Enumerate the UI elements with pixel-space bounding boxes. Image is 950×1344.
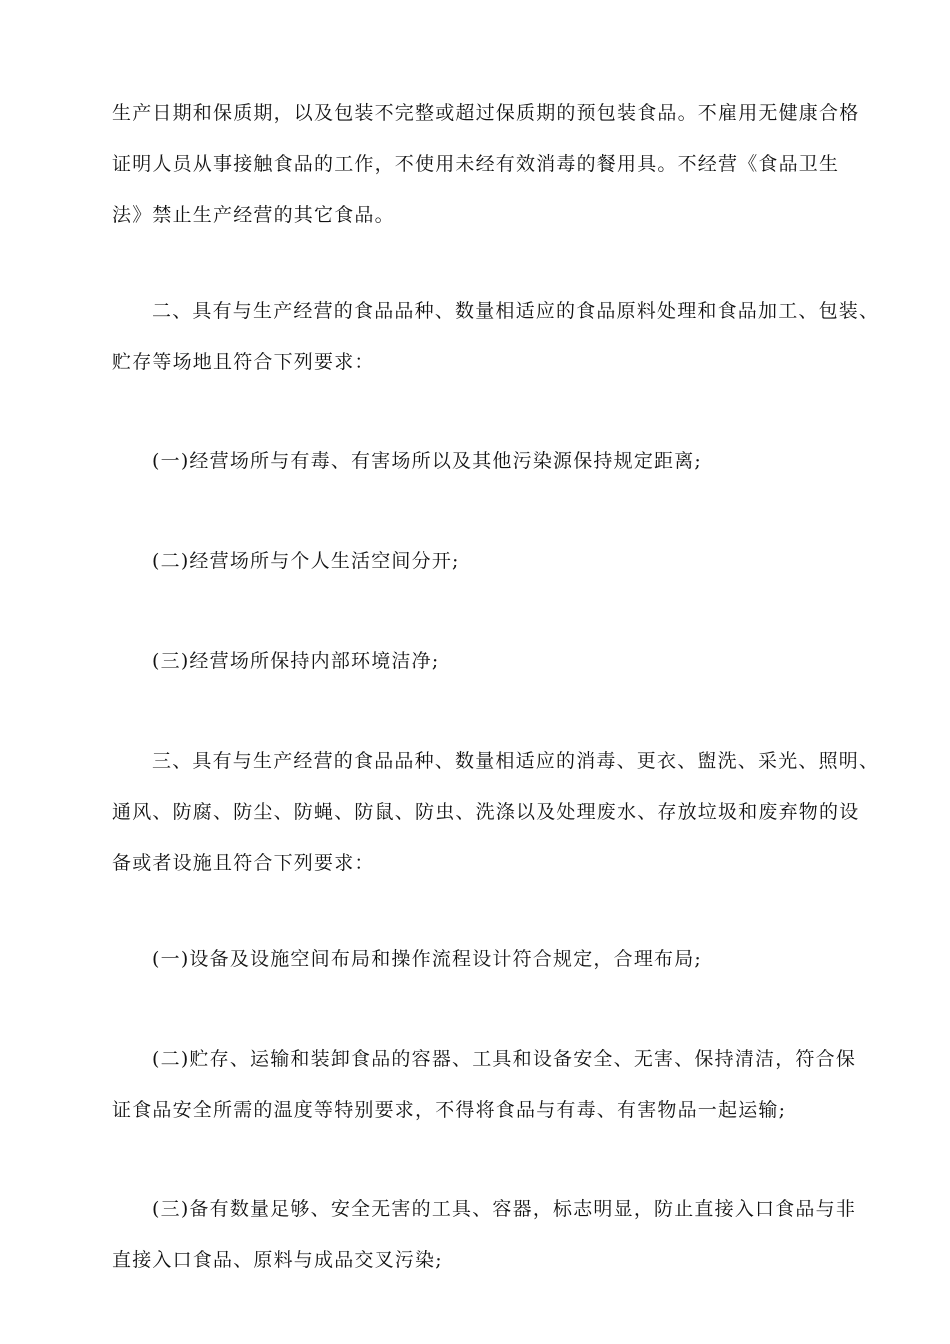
text-line: 二、具有与生产经营的食品品种、数量相适应的食品原料处理和食品加工、包装、 bbox=[152, 300, 880, 322]
text-line: (一)经营场所与有毒、有害场所以及其他污染源保持规定距离; bbox=[152, 450, 703, 472]
text-line: (二)贮存、运输和装卸食品的容器、工具和设备安全、无害、保持清洁，符合保 bbox=[152, 1048, 857, 1070]
paragraph-item bbox=[112, 1184, 857, 1286]
text-line: (三)经营场所保持内部环境洁净; bbox=[152, 650, 440, 672]
paragraph-continuation bbox=[112, 88, 860, 241]
paragraph-item bbox=[112, 934, 842, 985]
text-line: (三)备有数量足够、安全无害的工具、容器，标志明显，防止直接入口食品与非 bbox=[152, 1198, 857, 1220]
paragraph-item bbox=[112, 436, 842, 487]
text-line: 生产日期和保质期，以及包装不完整或超过保质期的预包装食品。不雇用无健康合格 bbox=[112, 102, 860, 124]
paragraph-section-three bbox=[112, 736, 880, 889]
text-line: (一)设备及设施空间布局和操作流程设计符合规定，合理布局; bbox=[152, 948, 703, 970]
paragraph-item bbox=[112, 636, 842, 687]
text-line: 通风、防腐、防尘、防蝇、防鼠、防虫、洗涤以及处理废水、存放垃圾和废弃物的设 bbox=[112, 801, 860, 823]
text-line: 直接入口食品、原料与成品交叉污染; bbox=[112, 1249, 443, 1271]
text-line: 法》禁止生产经营的其它食品。 bbox=[112, 204, 395, 226]
text-line: 备或者设施且符合下列要求： bbox=[112, 852, 375, 874]
text-line: 贮存等场地且符合下列要求： bbox=[112, 351, 375, 373]
paragraph-item bbox=[112, 536, 842, 587]
text-line: (二)经营场所与个人生活空间分开; bbox=[152, 550, 460, 572]
paragraph-section-two bbox=[112, 286, 880, 388]
text-line: 证食品安全所需的温度等特别要求，不得将食品与有毒、有害物品一起运输; bbox=[112, 1099, 787, 1121]
text-line: 三、具有与生产经营的食品品种、数量相适应的消毒、更衣、盥洗、采光、照明、 bbox=[152, 750, 880, 772]
text-line: 证明人员从事接触食品的工作，不使用未经有效消毒的餐用具。不经营《食品卫生 bbox=[112, 153, 840, 175]
paragraph-item bbox=[112, 1034, 857, 1136]
